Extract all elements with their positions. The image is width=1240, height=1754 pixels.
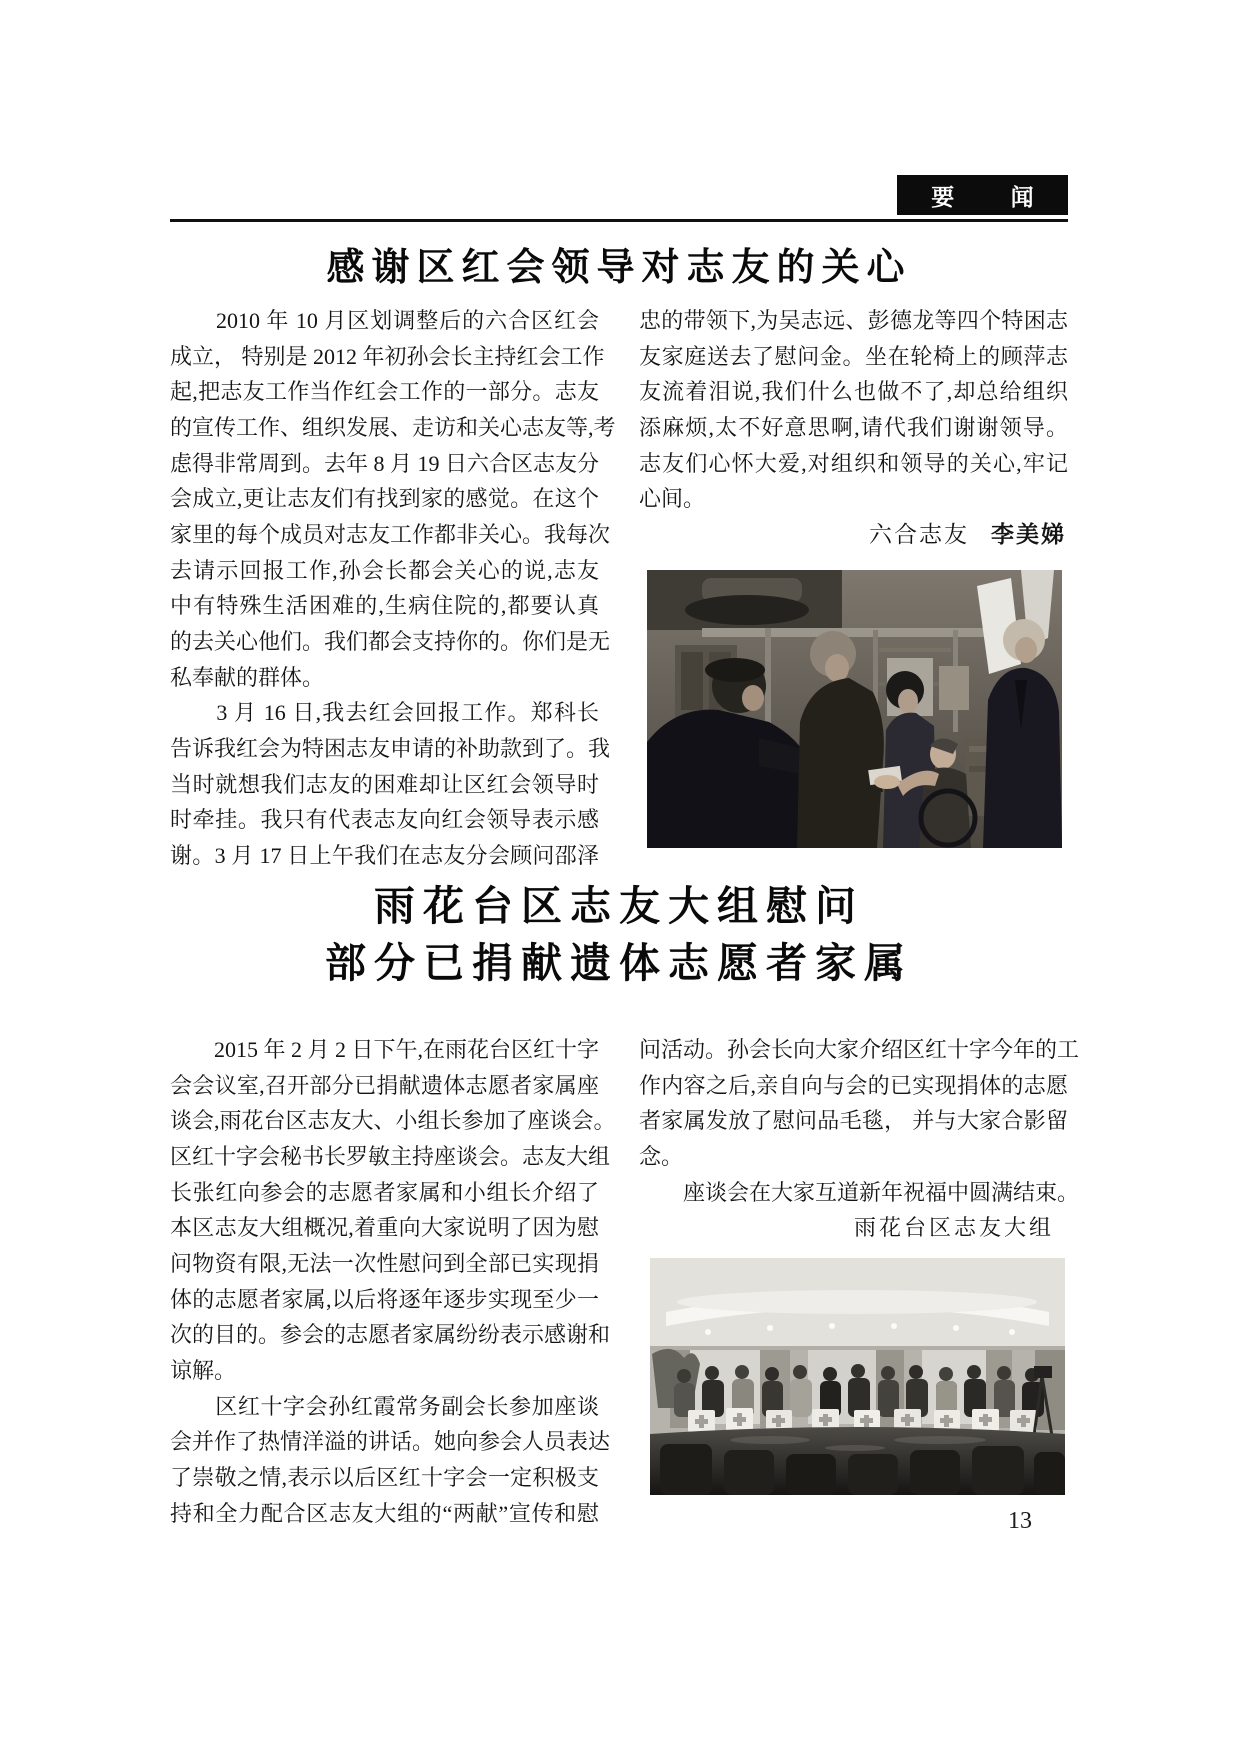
article1-byline [639, 517, 1068, 553]
page-number: 13 [1008, 1508, 1032, 1534]
article2-left-column [170, 1032, 616, 1531]
text-line: 作内容之后,亲自向与会的已实现捐体的志愿 [639, 1072, 1068, 1098]
text-line: 会并作了热情洋溢的讲话。她向参会人员表达 [170, 1429, 611, 1455]
article2-body [170, 1032, 1080, 1531]
text-line: 谢。3 月 17 日上午我们在志友分会顾问邵泽 [170, 842, 599, 868]
article1-photo [647, 570, 1062, 848]
article1-right-column [639, 303, 1068, 874]
article1-title: 感谢区红会领导对志友的关心 [326, 247, 912, 289]
text-line: 的去关心他们。我们都会支持你的。你们是无 [170, 628, 611, 654]
article2-photo [650, 1258, 1065, 1495]
text-line: 虑得非常周到。去年 8 月 19 日六合区志友分 [170, 450, 600, 476]
text-line: 长张红向参会的志愿者家属和小组长介绍了 [170, 1179, 599, 1205]
article2-title [170, 878, 1068, 992]
article2-title-line2: 部分已捐献遗体志愿者家属 [325, 940, 913, 986]
text-line: 家里的每个成员对志友工作都非关心。我每次 [170, 521, 611, 547]
text-line: 友流着泪说,我们什么也做不了,却总给组织 [639, 379, 1068, 405]
article2-signature: 雨花台区志友大组 [853, 1215, 1054, 1241]
text-line: 体的志愿者家属,以后将逐年逐步实现至少一 [170, 1286, 599, 1312]
article1-body [170, 303, 1068, 874]
text-line: 起,把志友工作当作红会工作的一部分。志友 [170, 379, 599, 405]
text-line: 当时就想我们志友的困难却让区红会领导时 [170, 771, 599, 797]
text-line: 时牵挂。我只有代表志友向红会领导表示感 [170, 807, 599, 833]
text-line: 友家庭送去了慰问金。坐在轮椅上的顾萍志 [639, 343, 1068, 369]
text-line: 了崇敬之情,表示以后区红十字会一定积极支 [170, 1464, 599, 1490]
text-line: 成立， 特别是 2012 年初孙会长主持红会工作 [170, 343, 605, 369]
text-line: 问物资有限,无法一次性慰问到全部已实现捐 [170, 1250, 599, 1276]
text-line: 的宣传工作、组织发展、走访和关心志友等,考 [170, 414, 616, 440]
section-tag: 要 闻 [897, 175, 1068, 215]
text-line: 心间。 [639, 486, 706, 512]
text-line: 持和全力配合区志友大组的“两献”宣传和慰 [170, 1500, 599, 1526]
article1-right-text [639, 303, 1068, 517]
text-line: 念。 [639, 1143, 684, 1169]
text-line: 告诉我红会为特困志友申请的补助款到了。我 [170, 735, 611, 761]
text-line: 问活动。孙会长向大家介绍区红十字今年的工 [639, 1037, 1080, 1062]
text-line: 会成立,更让志友们有找到家的感觉。在这个 [170, 486, 599, 512]
byline-organization: 六合志友 [869, 521, 969, 547]
text-line: 去请示回报工作,孙会长都会关心的说,志友 [170, 557, 599, 583]
text-line: 2010 年 10 月区划调整后的六合区红会 [170, 308, 599, 333]
article2-title-line1: 雨花台区志友大组慰问 [374, 883, 864, 929]
text-line: 2015 年 2 月 2 日下午,在雨花台区红十字 [170, 1037, 600, 1062]
text-line: 本区志友大组概况,着重向大家说明了因为慰 [170, 1215, 599, 1241]
text-line: 私奉献的群体。 [170, 664, 325, 690]
article1-left-column [170, 303, 616, 874]
text-line: 添麻烦,太不好意思啊,请代我们谢谢领导。 [639, 414, 1068, 440]
text-line: 者家属发放了慰问品毛毯， 并与大家合影留 [639, 1108, 1068, 1134]
text-line: 谈会,雨花台区志友大、小组长参加了座谈会。 [170, 1108, 616, 1134]
text-line: 谅解。 [170, 1357, 237, 1383]
text-line: 区红十字会秘书长罗敏主持座谈会。志友大组 [170, 1143, 611, 1169]
article2-right-column [639, 1032, 1080, 1531]
header-rule [170, 219, 1068, 222]
text-line: 会会议室,召开部分已捐献遗体志愿者家属座 [170, 1072, 599, 1098]
text-line: 忠的带领下,为吴志远、彭德龙等四个特困志 [639, 308, 1068, 333]
text-line: 3 月 16 日,我去红会回报工作。郑科长 [170, 700, 599, 726]
text-line: 区红十字会孙红霞常务副会长参加座谈 [170, 1393, 599, 1419]
byline-author: 李美娣 [991, 520, 1066, 547]
text-line: 次的目的。参会的志愿者家属纷纷表示感谢和 [170, 1322, 611, 1348]
text-line: 志友们心怀大爱,对组织和领导的关心,牢记 [639, 450, 1068, 476]
text-line: 中有特殊生活困难的,生病住院的,都要认真 [170, 593, 599, 619]
article2-right-text [639, 1032, 1080, 1210]
text-line: 座谈会在大家互道新年祝福中圆满结束。 [639, 1179, 1080, 1205]
